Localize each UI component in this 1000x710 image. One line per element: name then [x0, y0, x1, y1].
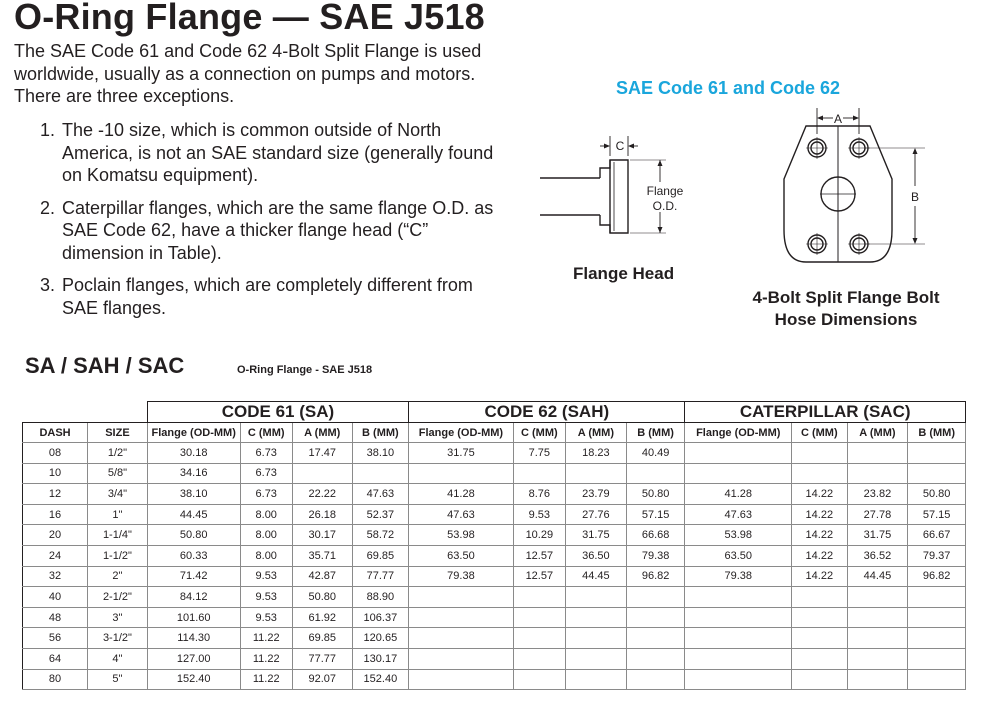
table-row: [23, 669, 966, 690]
column-header: Flange (OD-MM): [685, 423, 792, 443]
table-cell: 11.22: [240, 628, 292, 649]
table-cell: 3": [88, 607, 148, 628]
table-cell: 61.92: [292, 607, 352, 628]
table-cell: [908, 669, 966, 690]
table-cell: [513, 607, 565, 628]
table-cell: 11.22: [240, 648, 292, 669]
table-cell: [847, 607, 908, 628]
table-cell: 50.80: [292, 587, 352, 608]
column-header-row: [23, 423, 966, 443]
table-row: [23, 504, 966, 525]
table-cell: 32: [23, 566, 88, 587]
dimensions-table: [22, 401, 966, 690]
table-cell: 1/2": [88, 443, 148, 464]
table-cell: 1-1/4": [88, 525, 148, 546]
table-cell: [409, 587, 514, 608]
table-cell: 120.65: [352, 628, 409, 649]
table-cell: 42.87: [292, 566, 352, 587]
table-cell: [685, 648, 792, 669]
table-cell: [792, 628, 847, 649]
column-header: C (MM): [792, 423, 847, 443]
table-cell: 88.90: [352, 587, 409, 608]
column-header: B (MM): [352, 423, 409, 443]
table-cell: 44.45: [565, 566, 626, 587]
table-cell: 11.22: [240, 669, 292, 690]
table-cell: [792, 443, 847, 464]
table-cell: 63.50: [685, 545, 792, 566]
table-cell: 1": [88, 504, 148, 525]
column-header: A (MM): [847, 423, 908, 443]
table-cell: [409, 607, 514, 628]
table-row: [23, 607, 966, 628]
table-cell: 96.82: [908, 566, 966, 587]
split-flange-caption: [730, 287, 962, 331]
table-cell: 64: [23, 648, 88, 669]
table-row: [23, 484, 966, 505]
column-header: A (MM): [292, 423, 352, 443]
table-cell: [513, 628, 565, 649]
table-cell: [685, 628, 792, 649]
table-cell: [565, 587, 626, 608]
table-cell: 44.45: [147, 504, 240, 525]
table-cell: 50.80: [147, 525, 240, 546]
table-cell: 4": [88, 648, 148, 669]
table-cell: 6.73: [240, 463, 292, 484]
table-cell: 77.77: [292, 648, 352, 669]
table-cell: 79.38: [409, 566, 514, 587]
table-cell: [792, 587, 847, 608]
table-cell: 66.68: [626, 525, 685, 546]
table-cell: 79.38: [626, 545, 685, 566]
table-body: [23, 443, 966, 690]
table-cell: 69.85: [292, 628, 352, 649]
list-number: 2.: [40, 197, 56, 218]
table-cell: [626, 587, 685, 608]
table-cell: 44.45: [847, 566, 908, 587]
table-cell: [908, 443, 966, 464]
table-cell: 27.76: [565, 504, 626, 525]
table-cell: 38.10: [352, 443, 409, 464]
table-cell: 127.00: [147, 648, 240, 669]
table-cell: 6.73: [240, 443, 292, 464]
header-spacer: [23, 402, 148, 423]
split-flange-drawing: [784, 108, 925, 262]
table-cell: 60.33: [147, 545, 240, 566]
table-cell: 14.22: [792, 484, 847, 505]
table-cell: 84.12: [147, 587, 240, 608]
table-cell: 12.57: [513, 545, 565, 566]
table-cell: 79.37: [908, 545, 966, 566]
table-cell: 08: [23, 443, 88, 464]
column-header: A (MM): [565, 423, 626, 443]
table-cell: 8.00: [240, 525, 292, 546]
table-cell: 9.53: [240, 607, 292, 628]
table-cell: 40.49: [626, 443, 685, 464]
table-cell: 47.63: [352, 484, 409, 505]
table-cell: 53.98: [685, 525, 792, 546]
caption-line: Hose Dimensions: [774, 310, 918, 329]
table-cell: [626, 607, 685, 628]
table-row: [23, 566, 966, 587]
table-cell: 50.80: [626, 484, 685, 505]
bolt-hole-icon: [806, 137, 828, 159]
table-cell: 9.53: [240, 566, 292, 587]
table-cell: 56: [23, 628, 88, 649]
column-header: C (MM): [513, 423, 565, 443]
table-cell: [685, 587, 792, 608]
group-header-code61: CODE 61 (SA): [147, 402, 408, 423]
table-cell: 58.72: [352, 525, 409, 546]
table-cell: 63.50: [409, 545, 514, 566]
table-cell: 14.22: [792, 545, 847, 566]
table-cell: 36.52: [847, 545, 908, 566]
table-cell: 2-1/2": [88, 587, 148, 608]
table-cell: 23.82: [847, 484, 908, 505]
table-cell: 24: [23, 545, 88, 566]
table-cell: 6.73: [240, 484, 292, 505]
table-cell: 31.75: [409, 443, 514, 464]
table-cell: 2": [88, 566, 148, 587]
table-cell: [513, 463, 565, 484]
table-cell: [847, 443, 908, 464]
table-cell: 57.15: [626, 504, 685, 525]
table-cell: 106.37: [352, 607, 409, 628]
table-cell: [792, 607, 847, 628]
table-cell: [847, 587, 908, 608]
table-cell: 9.53: [513, 504, 565, 525]
table-cell: [908, 607, 966, 628]
table-cell: 12.57: [513, 566, 565, 587]
table-cell: [626, 463, 685, 484]
table-cell: [847, 669, 908, 690]
label-b: B: [910, 190, 920, 204]
table-cell: 7.75: [513, 443, 565, 464]
table-cell: 96.82: [626, 566, 685, 587]
table-cell: 41.28: [409, 484, 514, 505]
table-cell: 34.16: [147, 463, 240, 484]
column-header: Flange (OD-MM): [409, 423, 514, 443]
label-flange: Flange: [646, 184, 684, 198]
table-cell: [685, 443, 792, 464]
list-text: Poclain flanges, which are completely different from SAE flanges.: [62, 275, 473, 318]
table-cell: [352, 463, 409, 484]
table-cell: [792, 463, 847, 484]
table-cell: 8.00: [240, 545, 292, 566]
list-item: [40, 119, 510, 187]
table-cell: 53.98: [409, 525, 514, 546]
table-cell: 3-1/2": [88, 628, 148, 649]
group-header-code62: CODE 62 (SAH): [409, 402, 685, 423]
table-cell: [513, 587, 565, 608]
table-cell: 30.18: [147, 443, 240, 464]
table-cell: [847, 648, 908, 669]
intro-paragraph: [14, 40, 504, 108]
table-row: [23, 628, 966, 649]
table-cell: [409, 463, 514, 484]
table-cell: 16: [23, 504, 88, 525]
exceptions-list: [40, 119, 510, 329]
table-cell: 48: [23, 607, 88, 628]
group-header-caterpillar: CATERPILLAR (SAC): [685, 402, 966, 423]
table-cell: [626, 669, 685, 690]
column-header: SIZE: [88, 423, 148, 443]
table-cell: [409, 628, 514, 649]
intro-text: The SAE Code 61 and Code 62 4-Bolt Split Flange is used worldwide, usually as a connection on pumps and motors. There are three exceptions.: [14, 41, 482, 106]
table-cell: 101.60: [147, 607, 240, 628]
column-header: B (MM): [908, 423, 966, 443]
table-cell: 10: [23, 463, 88, 484]
table-cell: 5": [88, 669, 148, 690]
label-a: A: [833, 112, 843, 126]
list-text: The -10 size, which is common outside of North America, is not an SAE standard size (generally found on Komatsu equipment).: [62, 120, 494, 185]
table-row: [23, 648, 966, 669]
table-cell: 23.79: [565, 484, 626, 505]
table-cell: 38.10: [147, 484, 240, 505]
table-cell: [565, 669, 626, 690]
table-cell: 52.37: [352, 504, 409, 525]
table-cell: [565, 648, 626, 669]
table-cell: 35.71: [292, 545, 352, 566]
table-cell: 57.15: [908, 504, 966, 525]
table-cell: [847, 628, 908, 649]
caption-line: 4-Bolt Split Flange Bolt: [752, 288, 940, 307]
label-od: O.D.: [652, 199, 678, 213]
flange-head-caption: Flange Head: [573, 264, 675, 283]
table-cell: [908, 463, 966, 484]
table-cell: [565, 628, 626, 649]
list-item: [40, 274, 510, 319]
table-cell: [685, 669, 792, 690]
table-cell: 14.22: [792, 504, 847, 525]
table-cell: 1-1/2": [88, 545, 148, 566]
table-cell: 9.53: [240, 587, 292, 608]
table-cell: 41.28: [685, 484, 792, 505]
table-cell: 36.50: [565, 545, 626, 566]
diagram-title: SAE Code 61 and Code 62: [616, 78, 841, 98]
table-cell: [685, 607, 792, 628]
column-header: Flange (OD-MM): [147, 423, 240, 443]
table-cell: [565, 463, 626, 484]
table-cell: 47.63: [409, 504, 514, 525]
table-cell: 8.00: [240, 504, 292, 525]
section-subtitle: O-Ring Flange - SAE J518: [237, 364, 373, 376]
table-cell: 27.78: [847, 504, 908, 525]
flange-diagram: [540, 104, 960, 264]
list-number: 1.: [40, 120, 56, 140]
table-cell: 17.47: [292, 443, 352, 464]
table-cell: 66.67: [908, 525, 966, 546]
table-cell: [847, 463, 908, 484]
table-cell: 77.77: [352, 566, 409, 587]
label-c: C: [615, 139, 625, 153]
table-cell: 14.22: [792, 525, 847, 546]
table-cell: 20: [23, 525, 88, 546]
table-cell: 47.63: [685, 504, 792, 525]
table-row: [23, 525, 966, 546]
table-cell: [626, 628, 685, 649]
table-cell: [409, 669, 514, 690]
list-text: Caterpillar flanges, which are the same flange O.D. as SAE Code 62, have a thicker flange head (“C” dimension in Table).: [62, 197, 494, 263]
column-header: B (MM): [626, 423, 685, 443]
table-cell: 69.85: [352, 545, 409, 566]
table-cell: 152.40: [352, 669, 409, 690]
table-cell: 114.30: [147, 628, 240, 649]
table-cell: 40: [23, 587, 88, 608]
table-cell: [908, 648, 966, 669]
table-row: [23, 463, 966, 484]
table-cell: [908, 628, 966, 649]
table-cell: 5/8": [88, 463, 148, 484]
table-cell: 30.17: [292, 525, 352, 546]
table-cell: 18.23: [565, 443, 626, 464]
table-cell: 71.42: [147, 566, 240, 587]
table-cell: 22.22: [292, 484, 352, 505]
table-cell: [908, 587, 966, 608]
table-cell: 80: [23, 669, 88, 690]
bolt-hole-icon: [806, 233, 828, 255]
table-cell: 12: [23, 484, 88, 505]
section-title: SA / SAH / SAC: [25, 353, 185, 378]
table-cell: 79.38: [685, 566, 792, 587]
table-cell: 3/4": [88, 484, 148, 505]
table-cell: 130.17: [352, 648, 409, 669]
table-cell: [626, 648, 685, 669]
column-header: DASH: [23, 423, 88, 443]
table-cell: 31.75: [565, 525, 626, 546]
table-cell: 8.76: [513, 484, 565, 505]
table-cell: [513, 648, 565, 669]
table-cell: 152.40: [147, 669, 240, 690]
table-row: [23, 587, 966, 608]
table-cell: [685, 463, 792, 484]
table-cell: [409, 648, 514, 669]
table-cell: 14.22: [792, 566, 847, 587]
table-row: [23, 443, 966, 464]
table-cell: [792, 669, 847, 690]
table-cell: 26.18: [292, 504, 352, 525]
list-number: 3.: [40, 275, 56, 295]
page-title: O-Ring Flange — SAE J518: [14, 0, 485, 37]
column-header: C (MM): [240, 423, 292, 443]
group-header-row: [23, 402, 966, 423]
table-cell: 92.07: [292, 669, 352, 690]
table-cell: 31.75: [847, 525, 908, 546]
table-row: [23, 545, 966, 566]
table-cell: [513, 669, 565, 690]
table-cell: [565, 607, 626, 628]
table-cell: [792, 648, 847, 669]
list-item: [40, 197, 510, 265]
table-cell: 50.80: [908, 484, 966, 505]
table-cell: 10.29: [513, 525, 565, 546]
table-cell: [292, 463, 352, 484]
